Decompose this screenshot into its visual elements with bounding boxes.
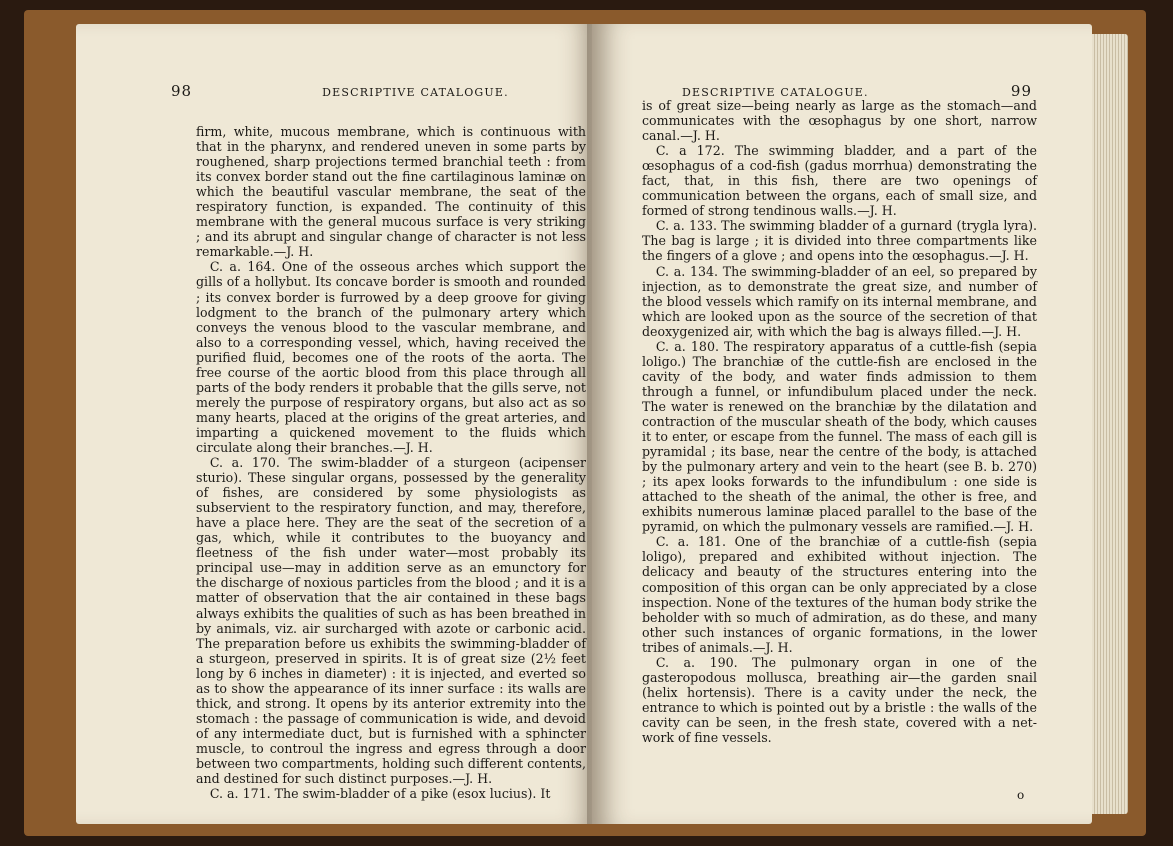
paragraph: C. a. 134. The swimming-bladder of an eel, so prepared by injection, as to demonstrate the great size, and number of the blood vessels which ramify on its internal membrane, and which are looked upon as the source of the secretion of that deoxygenized air, with which the bag is always filled.—J. H.: [642, 263, 1037, 339]
left-page: [76, 24, 598, 824]
book: [24, 10, 1146, 836]
paragraph: C. a. 180. The respiratory apparatus of a cuttle-fish (sepia loligo.) The branchiæ of the cuttle-fish are enclosed in the cavity of the body, and water finds admission to them through a funnel, or infundibulum placed under the neck. The water is renewed on the branchiæ by the dilatation and contraction of the muscular sheath of the body, which causes it to enter, or escape from the funnel. The mass of each gill is pyramidal ; its base, near the centre of the body, is attached by the pulmonary artery and vein to the heart (see B. b. 270) ; its apex looks forwards to the infundibulum : one side is attached to the sheath of the animal, the other is free, and exhibits numerous laminæ placed parallel to the base of the pyramid, on which the pulmonary vessels are ramified.—J. H.: [642, 338, 1037, 535]
right-page-number: 99: [1010, 82, 1032, 100]
paragraph: C. a. 181. One of the branchiæ of a cuttle-fish (sepia loligo), prepared and exhibited without injection. The delicacy and beauty of the structures entering into the composition of this organ can be only appreciated by a close inspection. None of the textures of the human body strike the beholder with so much of admiration, as do these, and many other such instances of organic formations, in the lower tribes of animals.—J. H.: [642, 534, 1037, 655]
paragraph: firm, white, mucous membrane, which is continuous with that in the pharynx, and rendered uneven in some parts by roughened, sharp projections termed branchial teeth : from its convex border stand out the fine cartilaginous laminæ on which the beautiful vascular membrane, the seat of the respiratory function, is expanded. The continuity of this membrane with the general mucous surface is very striking ; and its abrupt and singular change of character is not less remarkable.—J. H.: [196, 124, 586, 260]
page-edges: [1092, 34, 1128, 814]
paragraph: C. a. 133. The swimming bladder of a gurnard (trygla lyra). The bag is large ; it is divided into three compartments like the fingers of a glove ; and opens into the œsophagus.—J. H.: [642, 218, 1037, 264]
signature-mark: o: [1017, 788, 1025, 802]
paragraph: C. a. 190. The pulmonary organ in one of the gasteropodous mollusca, breathing air—the garden snail (helix hortensis). There is a cavity under the neck, the entrance to which is pointed out by a bristle : the walls of the cavity can be seen, in the fresh state, covered with a net-work of fine vessels.: [642, 654, 1037, 745]
paragraph: C. a. 170. The swim-bladder of a sturgeon (acipenser sturio). These singular organs, possessed by the generality of fishes, are considered by some physiologists as subservient to the respiratory function, and may, therefore, have a place here. They are the seat of the secretion of a gas, which, while it contributes to the buoyancy and fleetness of the fish under water—most probably its principal use—may in addition serve as an emunctory for the discharge of noxious particles from the blood ; and it is a matter of observation that the air contained in these bags always exhibits the qualities of such as has been breathed in by animals, viz. air surcharged with azote or carbonic acid. The preparation before us exhibits the swimming-bladder of a sturgeon, preserved in spirits. It is of great size (2½ feet long by 6 inches in diameter) : it is injected, and everted so as to show the appearance of its inner surface : its walls are thick, and strong. It opens by its anterior extremity into the stomach : the passage of communication is wide, and devoid of any intermediate duct, but is furnished with a sphincter muscle, to controul the ingress and egress through a door between two compartments, holding such different contents, and destined for such distinct purposes.—J. H.: [196, 455, 586, 787]
paragraph: is of great size—being nearly as large as the stomach—and communicates with the œsophagus by one short, narrow canal.—J. H.: [642, 98, 1037, 144]
left-page-number: 98: [171, 82, 193, 100]
paragraph: C. a. 171. The swim-bladder of a pike (esox lucius). It: [209, 786, 551, 802]
paragraph: C. a. 164. One of the osseous arches which support the gills of a hollybut. Its concave border is smooth and rounded ; its convex border is furrowed by a deep groove for giving lodgment to the branch of the pulmonary artery which conveys the venous blood to the vascular membrane, and also to a corresponding vessel, which, having received the purified fluid, becomes one of the roots of the aorta. The free course of the aortic blood from this place through all parts of the body renders it probable that the gills serve, not merely the purpose of respiratory organs, but also act as so many hearts, placed at the origins of the great arteries, and imparting a quickened movement to the fluids which circulate along their branches.—J. H.: [196, 259, 586, 455]
right-page: [592, 24, 1092, 824]
right-running-head: DESCRIPTIVE CATALOGUE.: [682, 86, 869, 99]
left-page-header: [171, 82, 581, 100]
left-running-head: DESCRIPTIVE CATALOGUE.: [322, 86, 509, 99]
left-page-body: [196, 124, 586, 801]
paragraph: C. a 172. The swimming bladder, and a part of the œsophagus of a cod-fish (gadus morrhua) demonstrating the fact, that, in this fish, there are two openings of communication between the organs, each of small size, and formed of strong tendinous walls.—J. H.: [642, 143, 1037, 219]
right-page-body: [642, 98, 1037, 745]
